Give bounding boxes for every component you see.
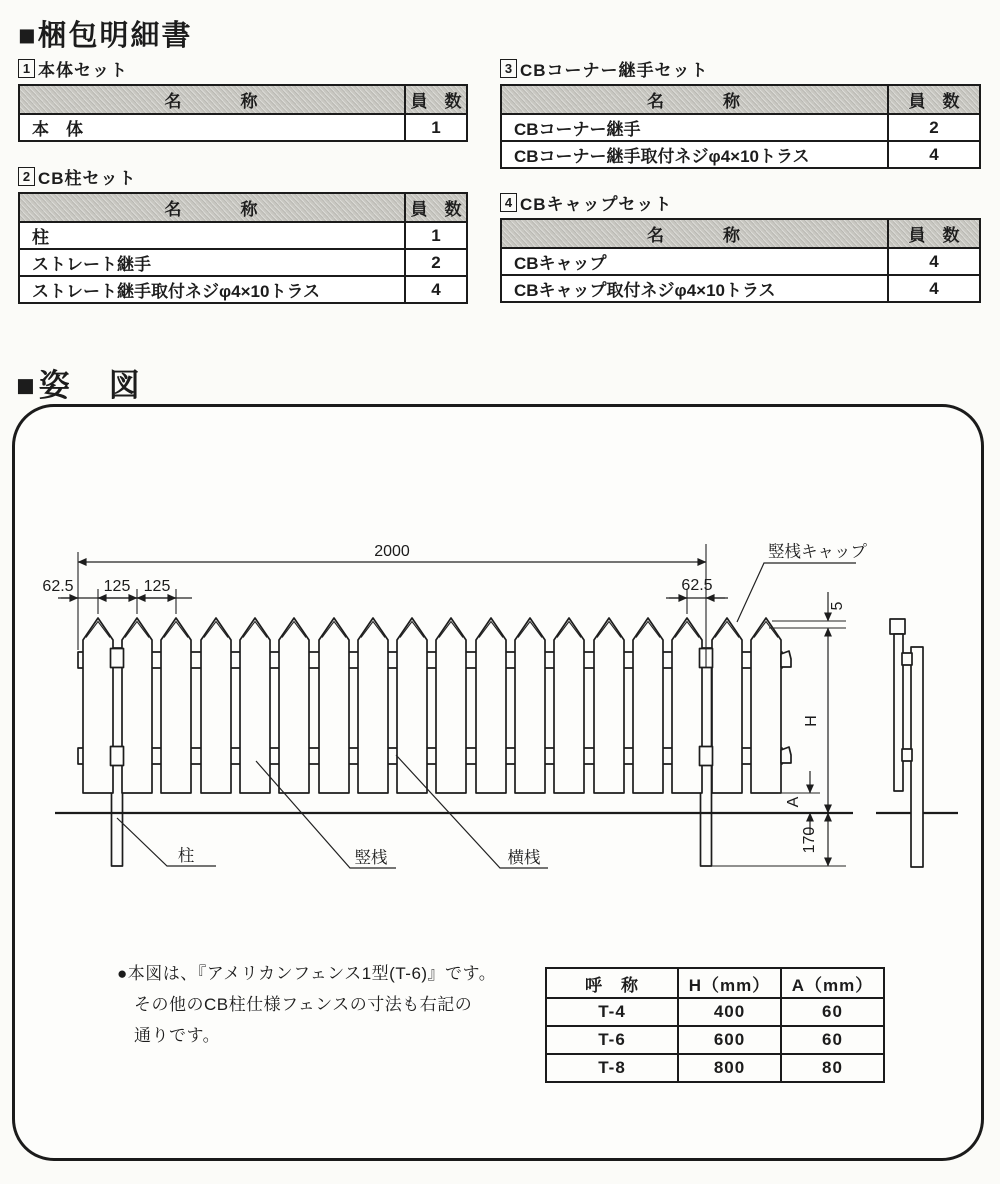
part-name: CBキャップ <box>514 254 607 273</box>
size-table <box>545 967 885 1083</box>
table-header-row <box>502 220 979 247</box>
packing-table-cb-post-set <box>18 192 468 304</box>
label-rail: 横桟 <box>507 849 541 867</box>
label-picket-cap: 竪桟キャップ <box>768 543 867 561</box>
part-qty: 4 <box>887 276 979 301</box>
part-qty: 2 <box>404 250 466 275</box>
dim-embed-depth: 170 <box>801 826 818 854</box>
section-3-heading <box>500 56 709 81</box>
picket <box>161 618 191 793</box>
table-row <box>20 248 466 275</box>
packing-table-cb-cap-set <box>500 218 981 303</box>
note-line-2: その他のCB柱仕様フェンスの寸法も右記の <box>134 995 473 1014</box>
table-row <box>20 221 466 248</box>
side-picket-cap <box>890 619 905 634</box>
size-table-row <box>547 1053 883 1081</box>
size-h-value: 600 <box>677 1027 780 1053</box>
col-header-qty: 員 数 <box>404 194 466 221</box>
picket <box>554 618 584 793</box>
col-header-name: 名 称 <box>164 200 260 219</box>
size-a-value: 60 <box>780 999 883 1025</box>
picket <box>594 618 624 793</box>
part-qty: 4 <box>404 277 466 302</box>
picket <box>712 618 742 793</box>
size-col-a: A（mm） <box>780 969 883 997</box>
picket <box>633 618 663 793</box>
section-4-label: CBキャップセット <box>520 195 673 214</box>
picket <box>201 618 231 793</box>
dim-fence-height: H <box>803 715 820 727</box>
size-table-row <box>547 1025 883 1053</box>
side-joint-bracket <box>902 653 912 665</box>
section-2-heading <box>18 164 137 189</box>
col-header-qty: 員 数 <box>887 220 979 247</box>
dim-overall-width: 2000 <box>374 543 410 560</box>
col-header-qty: 員 数 <box>404 86 466 113</box>
size-a-value: 80 <box>780 1055 883 1081</box>
col-header-qty: 員 数 <box>887 86 979 113</box>
packing-table-corner-joint-set <box>500 84 981 169</box>
col-header-name: 名 称 <box>164 92 260 111</box>
picket <box>672 618 702 793</box>
straight-joint <box>111 649 124 668</box>
side-view <box>890 619 923 867</box>
note-line-3: 通りです。 <box>134 1026 221 1045</box>
picket-cap-seams <box>86 622 778 638</box>
table-row <box>502 113 979 140</box>
label-picket: 竪桟 <box>354 849 388 867</box>
size-h-value: 800 <box>677 1055 780 1081</box>
section-1-label: 本体セット <box>38 61 128 80</box>
section-3-label: CBコーナー継手セット <box>520 61 709 80</box>
figure-note <box>117 958 496 1051</box>
table-row <box>20 113 466 140</box>
part-name: CBキャップ取付ネジφ4×10トラス <box>514 281 776 300</box>
picket <box>122 618 152 793</box>
col-header-name: 名 称 <box>647 226 742 245</box>
pickets <box>83 618 781 793</box>
size-a-value: 60 <box>780 1027 883 1053</box>
part-name: 柱 <box>32 228 49 247</box>
dim-pitch-1: 125 <box>103 578 131 595</box>
part-name: ストレート継手取付ネジφ4×10トラス <box>32 282 320 301</box>
picket <box>319 618 349 793</box>
picket <box>240 618 270 793</box>
size-designation: T-8 <box>598 1058 626 1077</box>
section-4-heading <box>500 190 672 215</box>
picket <box>83 618 113 793</box>
picket <box>476 618 506 793</box>
size-designation: T-6 <box>598 1030 626 1049</box>
table-row <box>502 140 979 167</box>
picket <box>515 618 545 793</box>
section-2-number: 2 <box>18 167 35 186</box>
picket <box>279 618 309 793</box>
part-qty: 1 <box>404 223 466 248</box>
section-1-heading <box>18 56 128 81</box>
table-header-row <box>20 86 466 113</box>
table-row <box>502 274 979 301</box>
size-table-header-row <box>547 969 883 997</box>
dim-end-offset-right: 62.5 <box>681 577 713 594</box>
part-name: CBコーナー継手 <box>514 120 641 139</box>
size-designation: T-4 <box>598 1002 626 1021</box>
table-header-row <box>20 194 466 221</box>
part-qty: 1 <box>404 115 466 140</box>
table-row <box>502 247 979 274</box>
picket <box>436 618 466 793</box>
page-title-packing-list: ■梱包明細書 <box>18 20 193 52</box>
dim-end-offset-left: 62.5 <box>42 578 74 595</box>
dim-pitch-2: 125 <box>143 578 171 595</box>
size-col-designation: 呼 称 <box>585 975 639 995</box>
rail-end-tab <box>781 747 791 763</box>
size-col-h: H（mm） <box>677 969 780 997</box>
part-qty: 2 <box>887 115 979 140</box>
packing-table-body-set <box>18 84 468 142</box>
straight-joint <box>700 747 713 766</box>
section-4-number: 4 <box>500 193 517 212</box>
picket <box>397 618 427 793</box>
section-1-number: 1 <box>18 59 35 78</box>
part-name: 本 体 <box>32 120 83 139</box>
rail-end-tab <box>781 651 791 667</box>
page-title-figure: ■姿 図 <box>16 368 144 403</box>
label-post: 柱 <box>177 847 195 865</box>
section-3-number: 3 <box>500 59 517 78</box>
picket <box>751 618 781 793</box>
table-header-row <box>502 86 979 113</box>
col-header-name: 名 称 <box>647 92 742 111</box>
dim-cap-height: 5 <box>829 601 846 611</box>
part-qty: 4 <box>887 142 979 167</box>
table-row <box>20 275 466 302</box>
straight-joint <box>111 747 124 766</box>
part-name: ストレート継手 <box>32 255 151 274</box>
picket <box>358 618 388 793</box>
dim-ground-clearance: A <box>785 796 802 808</box>
side-joint-bracket <box>902 749 912 761</box>
size-table-row <box>547 997 883 1025</box>
section-2-label: CB柱セット <box>38 169 137 188</box>
part-qty: 4 <box>887 249 979 274</box>
size-h-value: 400 <box>677 999 780 1025</box>
part-name: CBコーナー継手取付ネジφ4×10トラス <box>514 147 810 166</box>
note-line-1: ●本図は、『アメリカンフェンス1型(T-6)』です。 <box>117 964 497 983</box>
